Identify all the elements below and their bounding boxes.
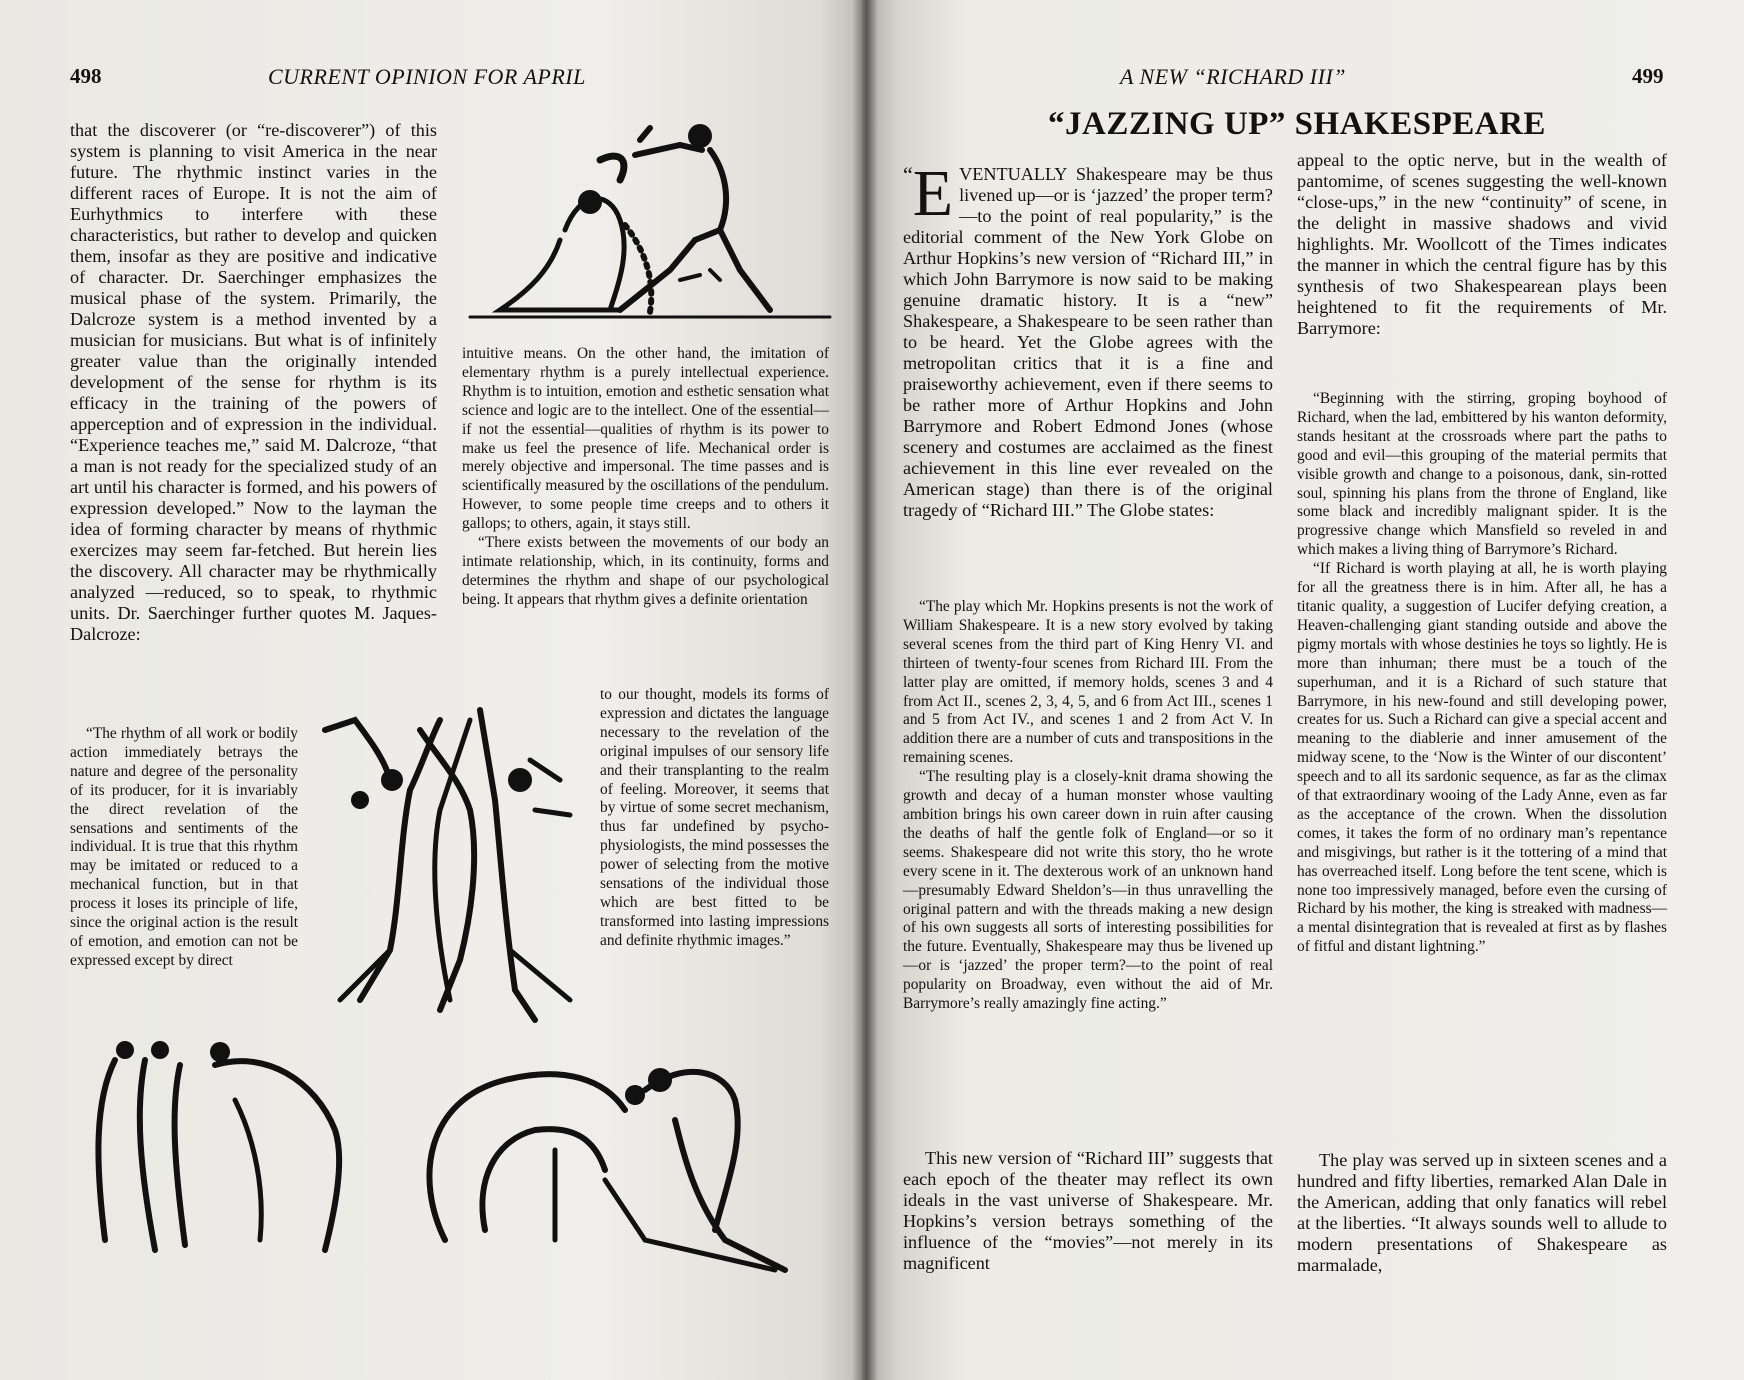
left-page bbox=[0, 0, 862, 1380]
dancers-illustration-middle bbox=[320, 700, 590, 1030]
quote-paragraph: to our thought, models its forms of expression and dictates the language necessary to the revelation of the original impulses of our sensory life and their transplanting to the realm of feeling. Moreover, it seems that by virtue of some secret mechanism, thus far undefined by psycho-physiologists, the mind possesses the power of selecting from the motive sensations of the individual those which are best fitted to be transformed into lasting impressions and definite rhythmic images.” bbox=[600, 686, 829, 949]
dancers-illustration-top bbox=[470, 120, 830, 320]
quote-paragraph: “Beginning with the stirring, groping boyhood of Richard, when the lad, embittered by his wanton deformity, stands hesitant at the crossroads where part the paths to good and evil—this grouping of the material permits that visible growth and change to a poisonous, dank, sin-rotted soul, spinning his plans from the throne of England, like some black and incredibly malignant spider. It is the progressive change which Mansfield so reveled in and which makes a living thing of Barrymore’s Richard. bbox=[1297, 390, 1667, 559]
body-paragraph: appeal to the optic nerve, but in the wealth of pantomime, of scenes suggesting the well-known “close-ups,” in the new “continuity” of scene, in the delight in massive shadows and vivid highlights. Mr. Woollcott of the Times indicates the manner in which the central figure has by this synthesis of two Shakespearean plays been heightened to fit the requirements of Mr. Barrymore: bbox=[1297, 150, 1667, 338]
dancers-illustration-bottom bbox=[85, 1040, 825, 1270]
page-number-left: 498 bbox=[70, 64, 102, 88]
drop-cap: E bbox=[912, 157, 954, 230]
running-head-left: CURRENT OPINION FOR APRIL bbox=[268, 64, 586, 89]
quote-paragraph: “The resulting play is a closely-knit drama showing the growth and decay of a human monster whose vaulting ambition brings his own career down in ruin after causing the deaths of half the gentle folk of England—or so it seems. Shakespeare did not write this story, tho he wrote every scene in it. The dexterous work of an unknown hand—presumably Edward Sheldon’s—in thus unravelling the original pattern and with the threads making a new design of his own suggests all sorts of interesting possibilities for the future. Eventually, Shakespeare may thus be livened up—or is ‘jazzed’ the proper term?—to the point of real popularity on Broadway, even without the aid of Mr. Barrymore’s really amazingly fine acting.” bbox=[903, 768, 1273, 1013]
right-column-2-tail bbox=[1297, 1150, 1667, 1276]
right-column-1 bbox=[903, 157, 1273, 521]
left-column-2 bbox=[462, 345, 829, 610]
page-number-right: 499 bbox=[1632, 64, 1664, 88]
left-column-1 bbox=[70, 120, 437, 645]
quote-paragraph: “There exists between the movements of our body an intimate relationship, which, in its continuity, forms and determines the rhythm and shape of our psychological being. It appears that rhythm gives a definite orientation bbox=[462, 534, 829, 608]
running-head-right: A NEW “RICHARD III” bbox=[1120, 64, 1347, 89]
quote-paragraph: “The play which Mr. Hopkins presents is not the work of William Shakespeare. It is a new story evolved by taking several scenes from the third part of King Henry VI. and thirteen of twenty-four scenes from Richard III. From the latter play are omitted, if memory holds, scenes 3 and 4 from Act II., scenes 2, 3, 4, 5, and 6 from Act III., scenes 1 and 5 from Act IV., and scenes 1 and 2 from Act V. In addition there are a number of cuts and transpositions in the remaining scenes. bbox=[903, 598, 1273, 767]
lead-paragraph bbox=[903, 157, 1273, 521]
opening-quote-mark: “ bbox=[903, 162, 913, 187]
left-column-2-narrow bbox=[600, 686, 829, 951]
lead-text: VENTUALLY Shakespeare may be thus livened up—or is ‘jazzed’ the proper term?—to the point of real popularity,” is the editorial comment of the New York Globe on Arthur Hopkins’s new version of “Richard III,” in which John Barrymore is now said to be making genuine dramatic history. It is a “new” Shakespeare, a Shakespeare to be seen rather than to be heard. Yet the Globe agrees with the metropolitan critics that it is a fine and praiseworthy achievement, even if there seems to be rather more of Arthur Hopkins and John Barrymore and Robert Edmond Jones (whose scenery and costumes are acclaimed as the finest achievement in this line ever revealed on the American stage) than there is of the original tragedy of “Richard III.” The Globe states: bbox=[903, 164, 1273, 520]
body-paragraph: This new version of “Richard III” suggests that each epoch of the theater may reflect its own ideals in the vast universe of Shakespeare. Mr. Hopkins’s version betrays something of the influence of the “movies”—not merely in its magnificent bbox=[903, 1148, 1273, 1273]
quote-paragraph: intuitive means. On the other hand, the imitation of elementary rhythm is a purely intellectual experience. Rhythm is to intuition, emotion and esthetic sensation what science and logic are to the intellect. One of the essential—if not the essential—qualities of rhythm is its power to make us feel the presence of life. Mechanical order is merely objective and impersonal. The time passes and is scientifically measured by the oscillations of the pendulum. However, to some people time creeps and to others it gallops; to others, again, it stays still. bbox=[462, 345, 829, 533]
article-title: “JAZZING UP” SHAKESPEARE bbox=[1048, 106, 1546, 142]
quote-paragraph: “If Richard is worth playing at all, he is worth playing for all the greatness there is in him. After all, he has a titanic quality, a suggestion of Lucifer defying creation, a Heaven-challenging giant standing outside and above the pigmy mortals with whose destinies he toys so lightly. He is more than inhuman; there must be a touch of the superhuman, and it is a Richard of such stature that Barrymore, in his new-found and still developing power, creates for us. Such a Richard can give a special accent and meaning to the diablerie and inner amusement of the midway scene, to the ‘Now is the Winter of our discontent’ speech and to all its sardonic sequence, as far as the climax of that extraordinary wooing of the Lady Anne, even as far as the acceptance of the crown. When the dissolution comes, it takes the form of no ordinary man’s repentance and misgivings, but rather is it the tottering of a mind that has overreached itself. Long before the tent scene, which is none too impressively managed, before even the cursing of Richard by his mother, the king is streaked with madness—a mental disintegration that is revealed at first as by flashes of fitful and distant lightning.” bbox=[1297, 560, 1667, 956]
body-paragraph: The play was served up in sixteen scenes and a hundred and fifty liberties, remarked Alan Dale in the American, adding that only fanatics will rebel at the liberties. “It always sounds well to allude to modern presentations of Shakespeare as marmalade, bbox=[1297, 1150, 1667, 1275]
left-quote-block bbox=[70, 725, 298, 971]
body-paragraph: that the discoverer (or “re-discoverer”) of this system is planning to visit America in the near future. The rhythmic instinct varies in the different races of Europe. It is not the aim of Eurhythmics to interfere with these characteristics, but rather to develop and quicken them, insofar as they are positive and indicative of character. Dr. Saerchinger emphasizes the musical phase of the system. Primarily, the Dalcroze system is a method invented by a musician for musicians. But what is of infinitely greater value than the originally intended development of the sense for rhythm is its efficacy in the training of the powers of apperception and of expression in the individual. “Experience teaches me,” said M. Dalcroze, “that a man is not ready for the specialized study of an art until his character is formed, and his powers of expression developed.” Now to the layman the idea of forming character by means of rhythmic exercizes may seem far-fetched. But herein lies the discovery. All character may be rhythmically analyzed —reduced, so to speak, to rhythmic units. Dr. Saerchinger further quotes M. Jaques-Dalcroze: bbox=[70, 120, 437, 644]
quote-paragraph: “The rhythm of all work or bodily action immediately betrays the nature and degree of the personality of its producer, for it is invariably the direct revelation of the sensations and sentiments of the individual. It is true that this rhythm may be imitated or reduced to a mechanical function, but in that process it loses its principle of life, since the original action is the result of emotion, and emotion can not be expressed except by direct bbox=[70, 725, 298, 969]
right-column-2 bbox=[1297, 150, 1667, 339]
right-column-1-quote bbox=[903, 598, 1273, 1014]
right-column-2-quote bbox=[1297, 390, 1667, 957]
right-column-1-tail bbox=[903, 1148, 1273, 1274]
book-gutter bbox=[852, 0, 878, 1380]
